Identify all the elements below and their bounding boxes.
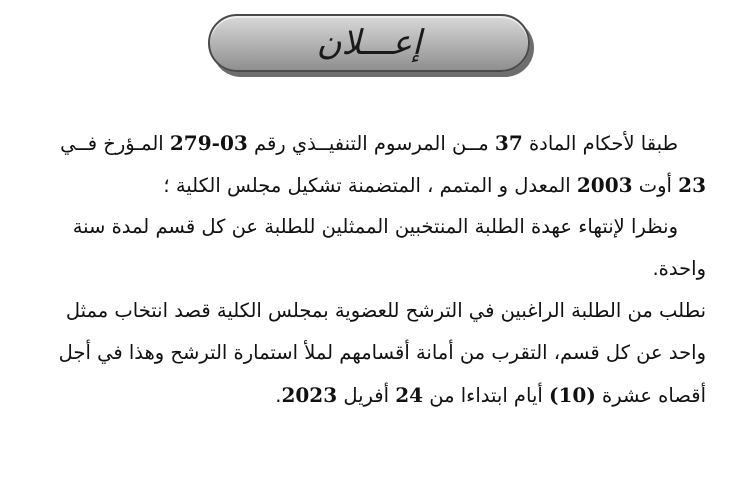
announcement-body [30, 122, 706, 416]
body-number: 03-279 [169, 131, 248, 155]
body-text: أيام ابتداءا من [423, 384, 549, 407]
body-text: أقصاه عشرة [595, 384, 706, 407]
body-text: المعدل و المتمم ، المتضمنة تشكيل مجلس الكلية ؛ [163, 174, 577, 197]
body-number: 37 [494, 131, 523, 155]
body-text: أوت [632, 174, 679, 197]
body-number: 2023 [281, 383, 338, 407]
body-text: نطلب من الطلبة الراغبين في الترشح للعضوية بمجلس الكلية قصد انتخاب ممثل [65, 299, 706, 322]
body-line-2 [30, 164, 706, 206]
body-text: ونظرا لإنتهاء عهدة الطلبة المنتخبين الممثلين للطلبة عن كل قسم لمدة سنة [72, 215, 678, 238]
body-line-3 [30, 206, 706, 248]
body-text: أفريل [337, 384, 396, 407]
body-text: المـؤرخ فــي [60, 132, 170, 155]
body-text: طبقا لأحكام المادة [522, 132, 678, 155]
body-text: واحد عن كل قسم، التقرب من أمانة أقسامهم لملأ استمارة الترشح وهذا في أجل [58, 341, 706, 364]
body-text: واحدة. [652, 257, 706, 280]
body-text: مــن المرسوم التنفيــذي رقم [247, 132, 495, 155]
body-text: . [275, 384, 282, 407]
body-line-4 [30, 248, 706, 290]
title-banner [208, 14, 530, 72]
body-line-7 [30, 374, 706, 416]
body-line-1 [30, 122, 706, 164]
body-number: 23 [678, 173, 706, 197]
body-line-6 [30, 332, 706, 374]
body-number: (10) [549, 383, 596, 407]
body-line-5 [30, 290, 706, 332]
body-number: 2003 [576, 173, 633, 197]
announcement-title: إعـــلان [316, 23, 422, 63]
body-number: 24 [395, 383, 424, 407]
